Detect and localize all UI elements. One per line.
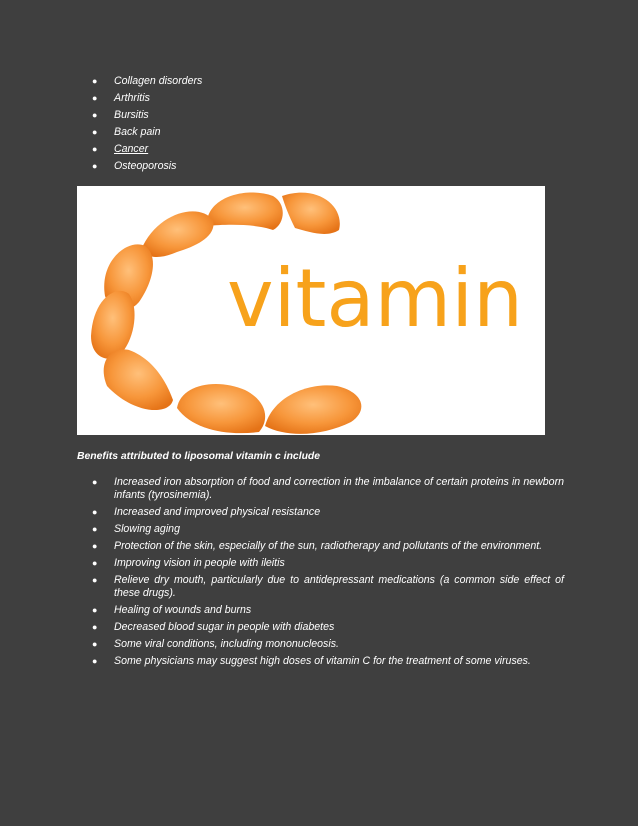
bullet-icon: ● <box>92 477 98 487</box>
bullet-icon: ● <box>92 575 98 585</box>
bullet-icon: ● <box>92 622 98 632</box>
conditions-list <box>92 75 392 177</box>
vitamin-word: vitamin <box>227 252 523 345</box>
orange-segment <box>177 384 265 433</box>
list-item: ● Relieve dry mouth, particularly due to antidepressant medications (a common side effect of these drugs). <box>92 574 564 599</box>
orange-segment <box>104 349 173 410</box>
list-item: ● Bursitis <box>92 109 149 121</box>
cancer-link[interactable]: Cancer <box>114 143 149 155</box>
orange-segment <box>91 291 135 359</box>
vitamin-c-illustration <box>77 186 545 435</box>
orange-segment <box>207 193 283 230</box>
bullet-icon: ● <box>92 605 98 615</box>
orange-segment <box>282 193 340 234</box>
bullet-icon: ● <box>92 656 98 666</box>
list-item: ● Improving vision in people with ileitis <box>92 557 285 569</box>
orange-segment <box>141 211 214 257</box>
list-item: ● Collagen disorders <box>92 75 203 87</box>
bullet-icon: ● <box>92 507 98 517</box>
list-item: ● Osteoporosis <box>92 160 177 172</box>
list-item: ● Arthritis <box>92 92 150 104</box>
bullet-icon: ● <box>92 110 98 120</box>
list-item: ● Increased and improved physical resistance <box>92 506 321 518</box>
bullet-icon: ● <box>92 161 98 171</box>
list-item: ● Back pain <box>92 126 161 138</box>
bullet-icon: ● <box>92 639 98 649</box>
vitamin-c-image <box>77 186 545 435</box>
bullet-icon: ● <box>92 558 98 568</box>
list-item: ● Slowing aging <box>92 523 180 535</box>
list-item: ● Protection of the skin, especially of the sun, radiotherapy and pollutants of the environment. <box>92 540 543 552</box>
list-item: ● Increased iron absorption of food and correction in the imbalance of certain proteins in newborn infants (tyrosinemia). <box>92 476 564 501</box>
bullet-icon: ● <box>92 127 98 137</box>
list-item: ● Decreased blood sugar in people with diabetes <box>92 621 335 633</box>
list-item: ● Some physicians may suggest high doses of vitamin C for the treatment of some viruses. <box>92 655 531 667</box>
list-item: ● Some viral conditions, including mononucleosis. <box>92 638 339 650</box>
list-item: ● Healing of wounds and burns <box>92 604 252 616</box>
bullet-icon: ● <box>92 93 98 103</box>
benefits-list <box>92 476 564 672</box>
bullet-icon: ● <box>92 524 98 534</box>
bullet-icon: ● <box>92 76 98 86</box>
bullet-icon: ● <box>92 144 98 154</box>
list-item-cancer-link[interactable] <box>92 143 392 156</box>
bullet-icon: ● <box>92 541 98 551</box>
section-heading: Benefits attributed to liposomal vitamin c include <box>77 451 321 462</box>
orange-segment <box>265 385 361 434</box>
